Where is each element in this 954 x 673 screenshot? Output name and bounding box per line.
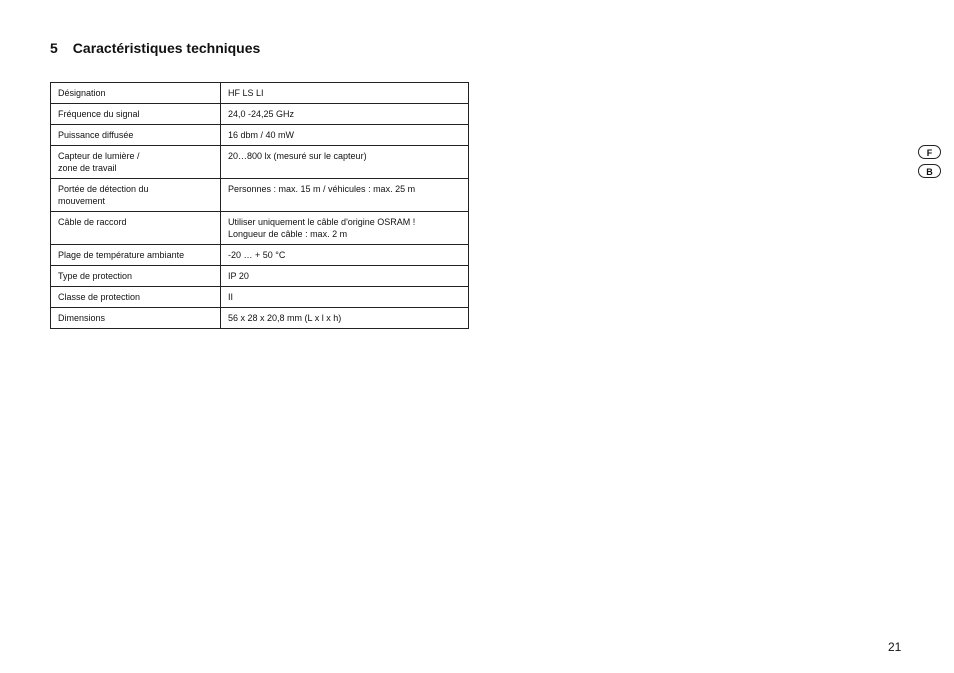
spec-value: 24,0 -24,25 GHz [221, 104, 469, 125]
table-row [51, 83, 469, 104]
spec-label: Plage de température ambiante [51, 245, 221, 266]
spec-value: IP 20 [221, 266, 469, 287]
spec-label: Puissance diffusée [51, 125, 221, 146]
spec-label: Capteur de lumière / zone de travail [51, 146, 221, 179]
section-heading [50, 40, 260, 56]
table-row [51, 125, 469, 146]
spec-value: 20…800 lx (mesuré sur le capteur) [221, 146, 469, 179]
language-badge-b: B [918, 164, 941, 178]
spec-value: Personnes : max. 15 m / véhicules : max. 25 m [221, 179, 469, 212]
section-title: Caractéristiques techniques [72, 40, 261, 56]
table-row [51, 146, 469, 179]
spec-value: Utiliser uniquement le câble d'origine OSRAM ! Longueur de câble : max. 2 m [221, 212, 469, 245]
table-row [51, 308, 469, 329]
spec-value: HF LS LI [221, 83, 469, 104]
spec-value: -20 … + 50 °C [221, 245, 469, 266]
spec-label: Classe de protection [51, 287, 221, 308]
spec-value: 16 dbm / 40 mW [221, 125, 469, 146]
spec-label: Désignation [51, 83, 221, 104]
spec-value: 56 x 28 x 20,8 mm (L x l x h) [221, 308, 469, 329]
table-row [51, 212, 469, 245]
spec-label: Type de protection [51, 266, 221, 287]
table-row [51, 245, 469, 266]
spec-value: II [221, 287, 469, 308]
spec-label: Fréquence du signal [51, 104, 221, 125]
table-row [51, 104, 469, 125]
spec-label: Câble de raccord [51, 212, 221, 245]
specifications-table [50, 82, 469, 329]
language-badges [918, 145, 941, 178]
section-number: 5 [50, 40, 58, 56]
table-row [51, 287, 469, 308]
spec-label: Portée de détection du mouvement [51, 179, 221, 212]
page-number: 21 [888, 640, 902, 654]
spec-label: Dimensions [51, 308, 221, 329]
table-row [51, 179, 469, 212]
language-badge-f: F [918, 145, 941, 159]
table-row [51, 266, 469, 287]
